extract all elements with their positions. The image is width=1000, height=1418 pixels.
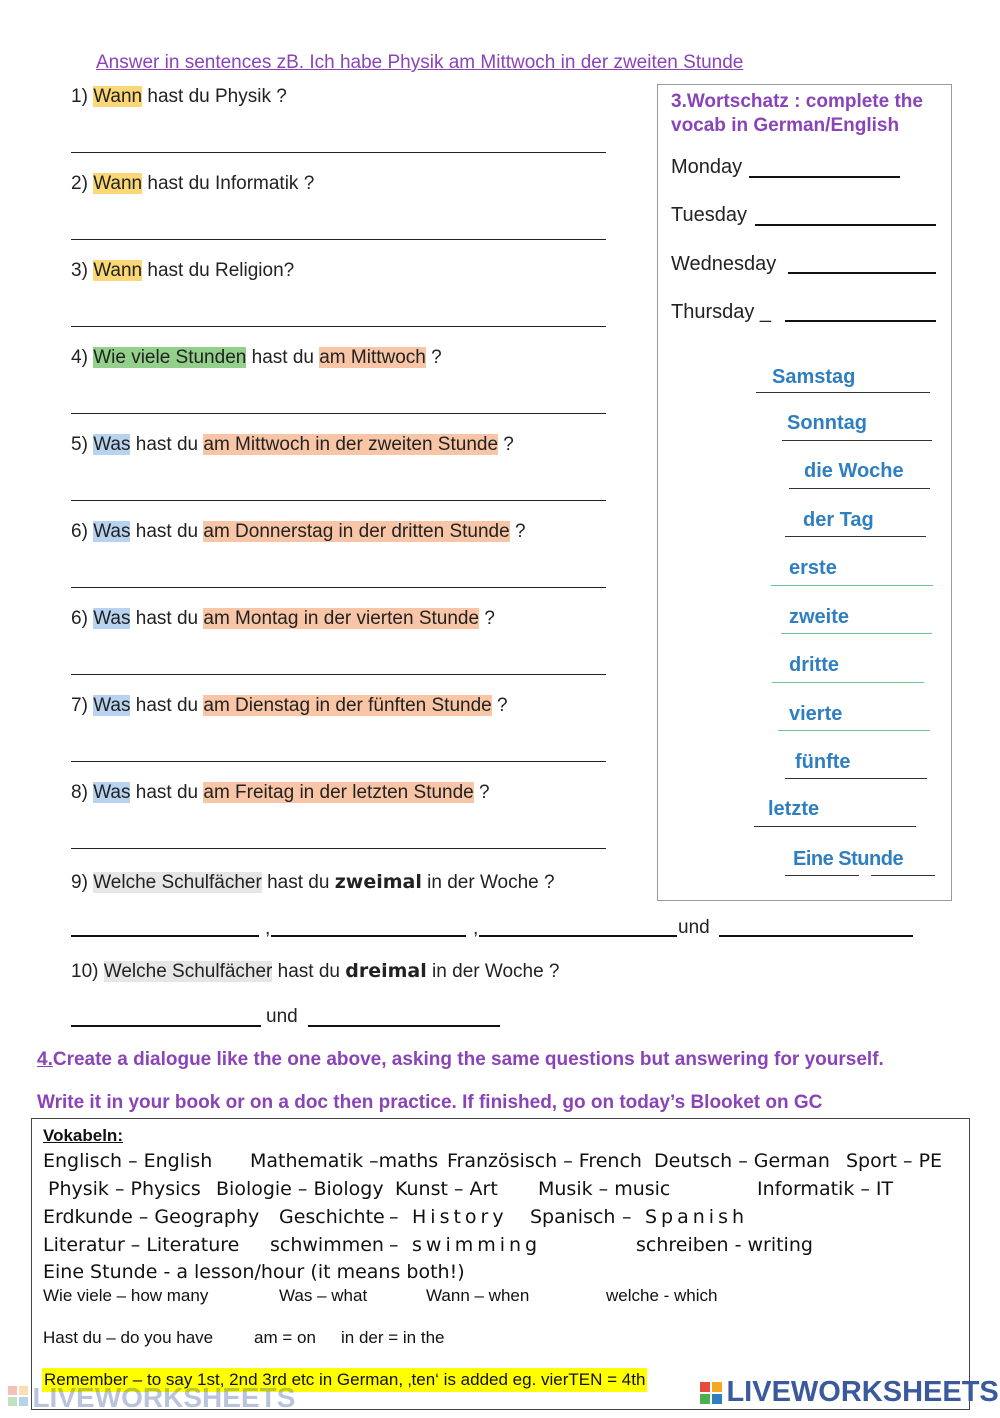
vocab-entry: Wann – when xyxy=(426,1286,530,1305)
answer-blank[interactable] xyxy=(782,440,932,441)
vocab-entry: swimming xyxy=(412,1234,542,1256)
vocab-entry: Sport – PE xyxy=(846,1150,943,1172)
question-item xyxy=(71,86,287,108)
vocab-entry: Erdkunde – Geography xyxy=(43,1206,260,1228)
question-highlight: Was xyxy=(93,782,131,803)
vocab-entry: Kunst – Art xyxy=(395,1178,498,1200)
answer-blank[interactable] xyxy=(785,875,859,876)
day-tuesday: Tuesday xyxy=(671,204,747,226)
answer-line[interactable] xyxy=(71,674,606,675)
question-highlight: am Montag in der vierten Stunde xyxy=(203,608,480,629)
vocab-entry: Hast du – do you have xyxy=(43,1328,214,1347)
answer-blank[interactable] xyxy=(771,585,933,586)
question-text: hast du Religion? xyxy=(142,260,295,281)
question-text: hast du xyxy=(272,961,346,982)
question-highlight: Wann xyxy=(93,173,143,194)
comma: , xyxy=(473,918,479,939)
vocab-word: dritte xyxy=(789,654,839,676)
vocab-entry: Spanish xyxy=(645,1206,749,1228)
question-highlight: Wann xyxy=(93,260,143,281)
task4-line2: Write it in your book or on a doc then practice. If finished, go on today’s Blooket on GC xyxy=(37,1092,823,1113)
answer-blank[interactable] xyxy=(271,935,466,937)
remember-note: Remember – to say 1st, 2nd 3rd etc in German, ‚ten‘ is added eg. vierTEN = 4th xyxy=(42,1368,647,1392)
vocab-word: Samstag xyxy=(772,366,856,388)
vocab-entry: Französisch – French xyxy=(447,1150,642,1172)
question-text: hast du Physik ? xyxy=(142,86,287,107)
vocab-word: Sonntag xyxy=(787,412,867,434)
task4-number: 4. xyxy=(37,1049,53,1070)
question-highlight: Wie viele Stunden xyxy=(93,347,247,368)
vocab-entry: – xyxy=(389,1206,399,1228)
brand-logo[interactable] xyxy=(700,1376,999,1409)
vocab-entry: welche - which xyxy=(606,1286,718,1305)
question-bold-word: zweimal xyxy=(334,871,422,893)
vocab-entry: Geschichte xyxy=(279,1206,385,1228)
question-highlight: am Mittwoch xyxy=(319,347,426,368)
answer-blank[interactable] xyxy=(479,935,677,937)
und-label: und xyxy=(266,1006,298,1027)
day-thursday: Thursday _ xyxy=(671,301,772,323)
question-highlight: Was xyxy=(93,608,131,629)
answer-blank[interactable] xyxy=(755,224,936,226)
liveworksheets-icon xyxy=(700,1382,722,1406)
vocab-entry: Deutsch – German xyxy=(654,1150,830,1172)
question-number: 6) xyxy=(71,521,88,542)
question-number: 4) xyxy=(71,347,88,368)
vocab-entry: schwimmen xyxy=(270,1234,384,1256)
answer-line[interactable] xyxy=(71,413,606,414)
answer-blank[interactable] xyxy=(788,272,936,274)
answer-line[interactable] xyxy=(71,587,606,588)
vocab-entry: in der = in the xyxy=(341,1328,445,1347)
question-text: ? xyxy=(509,521,526,542)
question-keyword: Welche Schulfächer xyxy=(93,872,262,893)
question-text: ? xyxy=(425,347,442,368)
day-monday: Monday xyxy=(671,156,743,178)
question-number: 6) xyxy=(71,608,88,629)
vocab-word: zweite xyxy=(789,606,850,628)
answer-blank[interactable] xyxy=(785,778,927,779)
question-text: ? xyxy=(473,782,490,803)
question-text: hast du xyxy=(130,434,204,455)
answer-blank[interactable] xyxy=(756,392,930,393)
vocab-entry: Spanisch xyxy=(530,1206,616,1228)
answer-line[interactable] xyxy=(71,500,606,501)
question-item xyxy=(71,173,314,195)
question-item xyxy=(71,521,526,543)
question-text: hast du xyxy=(130,782,204,803)
task4-text: Create a dialogue like the one above, asking the same questions but answering for yourself. xyxy=(52,1049,884,1070)
question-number: 7) xyxy=(71,695,88,716)
question-text: in der Woche ? xyxy=(421,872,555,893)
vocab-entry: – xyxy=(389,1234,399,1256)
question-bold-word: dreimal xyxy=(345,960,427,982)
question-item xyxy=(71,608,495,630)
question-highlight: Wann xyxy=(93,86,143,107)
vocab-entry: Englisch – English xyxy=(43,1150,213,1172)
vocab-entry: Biologie – Biology xyxy=(216,1178,384,1200)
vocab-entry: – xyxy=(622,1206,632,1228)
question-9 xyxy=(71,871,555,894)
answer-blank[interactable] xyxy=(781,633,932,634)
question-text: hast du xyxy=(130,695,204,716)
watermark-text: LIVEWORKSHEETS xyxy=(32,1382,296,1413)
question-text: hast du xyxy=(130,608,204,629)
question-item xyxy=(71,782,490,804)
vocab-word: fünfte xyxy=(795,751,851,773)
instruction-text: Answer in sentences zB. Ich habe Physik am Mittwoch in der zweiten Stunde xyxy=(96,52,744,73)
question-number: 9) xyxy=(71,872,88,893)
answer-blank[interactable] xyxy=(778,730,930,731)
vocab-word: erste xyxy=(789,557,837,579)
und-label: und xyxy=(678,917,710,938)
task4-line1 xyxy=(37,1049,884,1071)
answer-blank[interactable] xyxy=(71,935,259,937)
vocab-word: Eine Stunde xyxy=(793,848,904,870)
answer-blank[interactable] xyxy=(719,935,913,937)
question-text: hast du xyxy=(261,872,335,893)
question-text: hast du xyxy=(246,347,320,368)
vocab-entry: Eine Stunde - a lesson/hour (it means both!) xyxy=(43,1261,465,1283)
answer-line[interactable] xyxy=(71,848,606,849)
vocab-entry: Literatur – Literature xyxy=(43,1234,240,1256)
answer-blank[interactable] xyxy=(789,488,930,489)
answer-blank[interactable] xyxy=(308,1025,500,1027)
question-text: hast du xyxy=(130,521,204,542)
question-number: 8) xyxy=(71,782,88,803)
wortschatz-title: 3.Wortschatz : complete the vocab in German/English xyxy=(671,91,923,136)
vocab-entry: Informatik – IT xyxy=(757,1178,894,1200)
question-highlight: Was xyxy=(93,521,131,542)
day-wednesday: Wednesday xyxy=(671,253,777,275)
liveworksheets-icon xyxy=(8,1386,28,1408)
question-text: ? xyxy=(491,695,508,716)
question-number: 2) xyxy=(71,173,88,194)
answer-line[interactable] xyxy=(71,239,606,240)
vokabeln-title: Vokabeln: xyxy=(43,1126,123,1145)
vocab-entry: History xyxy=(412,1206,508,1228)
answer-line[interactable] xyxy=(71,761,606,762)
question-highlight: am Dienstag in der fünften Stunde xyxy=(203,695,492,716)
question-text: ? xyxy=(498,434,514,455)
vocab-entry: Musik – music xyxy=(538,1178,671,1200)
answer-blank[interactable] xyxy=(71,1025,261,1027)
question-text: in der Woche ? xyxy=(426,961,560,982)
vocab-entry: Was – what xyxy=(279,1286,368,1305)
question-highlight: Was xyxy=(93,695,131,716)
answer-blank[interactable] xyxy=(772,682,924,683)
answer-blank[interactable] xyxy=(785,536,926,537)
question-highlight: am Freitag in der letzten Stunde xyxy=(203,782,474,803)
vocab-entry: Physik – Physics xyxy=(48,1178,201,1200)
vocab-word: vierte xyxy=(789,703,843,725)
answer-blank[interactable] xyxy=(749,176,900,178)
question-item xyxy=(71,434,514,456)
question-10 xyxy=(71,960,560,983)
watermark-logo xyxy=(8,1382,296,1418)
question-item xyxy=(71,695,508,717)
question-number: 1) xyxy=(71,86,88,107)
answer-blank[interactable] xyxy=(754,826,916,827)
question-highlight: am Donnerstag in der dritten Stunde xyxy=(203,521,510,542)
question-highlight: Was xyxy=(93,434,131,455)
answer-line[interactable] xyxy=(71,152,606,153)
brand-text: LIVEWORKSHEETS xyxy=(726,1376,999,1408)
vocab-entry: Wie viele – how many xyxy=(43,1286,209,1305)
question-number: 10) xyxy=(71,961,99,982)
question-text: hast du Informatik ? xyxy=(142,173,315,194)
question-keyword: Welche Schulfächer xyxy=(103,961,273,982)
answer-blank[interactable] xyxy=(785,320,936,322)
vocab-entry: Mathematik –maths xyxy=(250,1150,439,1172)
vocab-word: die Woche xyxy=(804,460,904,482)
question-text: ? xyxy=(479,608,495,629)
question-item xyxy=(71,260,294,282)
comma: , xyxy=(265,918,271,939)
question-number: 5) xyxy=(71,434,88,455)
question-highlight: am Mittwoch in der zweiten Stunde xyxy=(203,434,499,455)
question-item xyxy=(71,347,442,369)
vocab-word: letzte xyxy=(768,798,820,820)
vocab-entry: schreiben - writing xyxy=(636,1234,813,1256)
vocab-word: der Tag xyxy=(803,509,874,531)
answer-blank[interactable] xyxy=(871,875,935,876)
question-number: 3) xyxy=(71,260,88,281)
vocab-entry: am = on xyxy=(254,1328,316,1347)
answer-line[interactable] xyxy=(71,326,606,327)
